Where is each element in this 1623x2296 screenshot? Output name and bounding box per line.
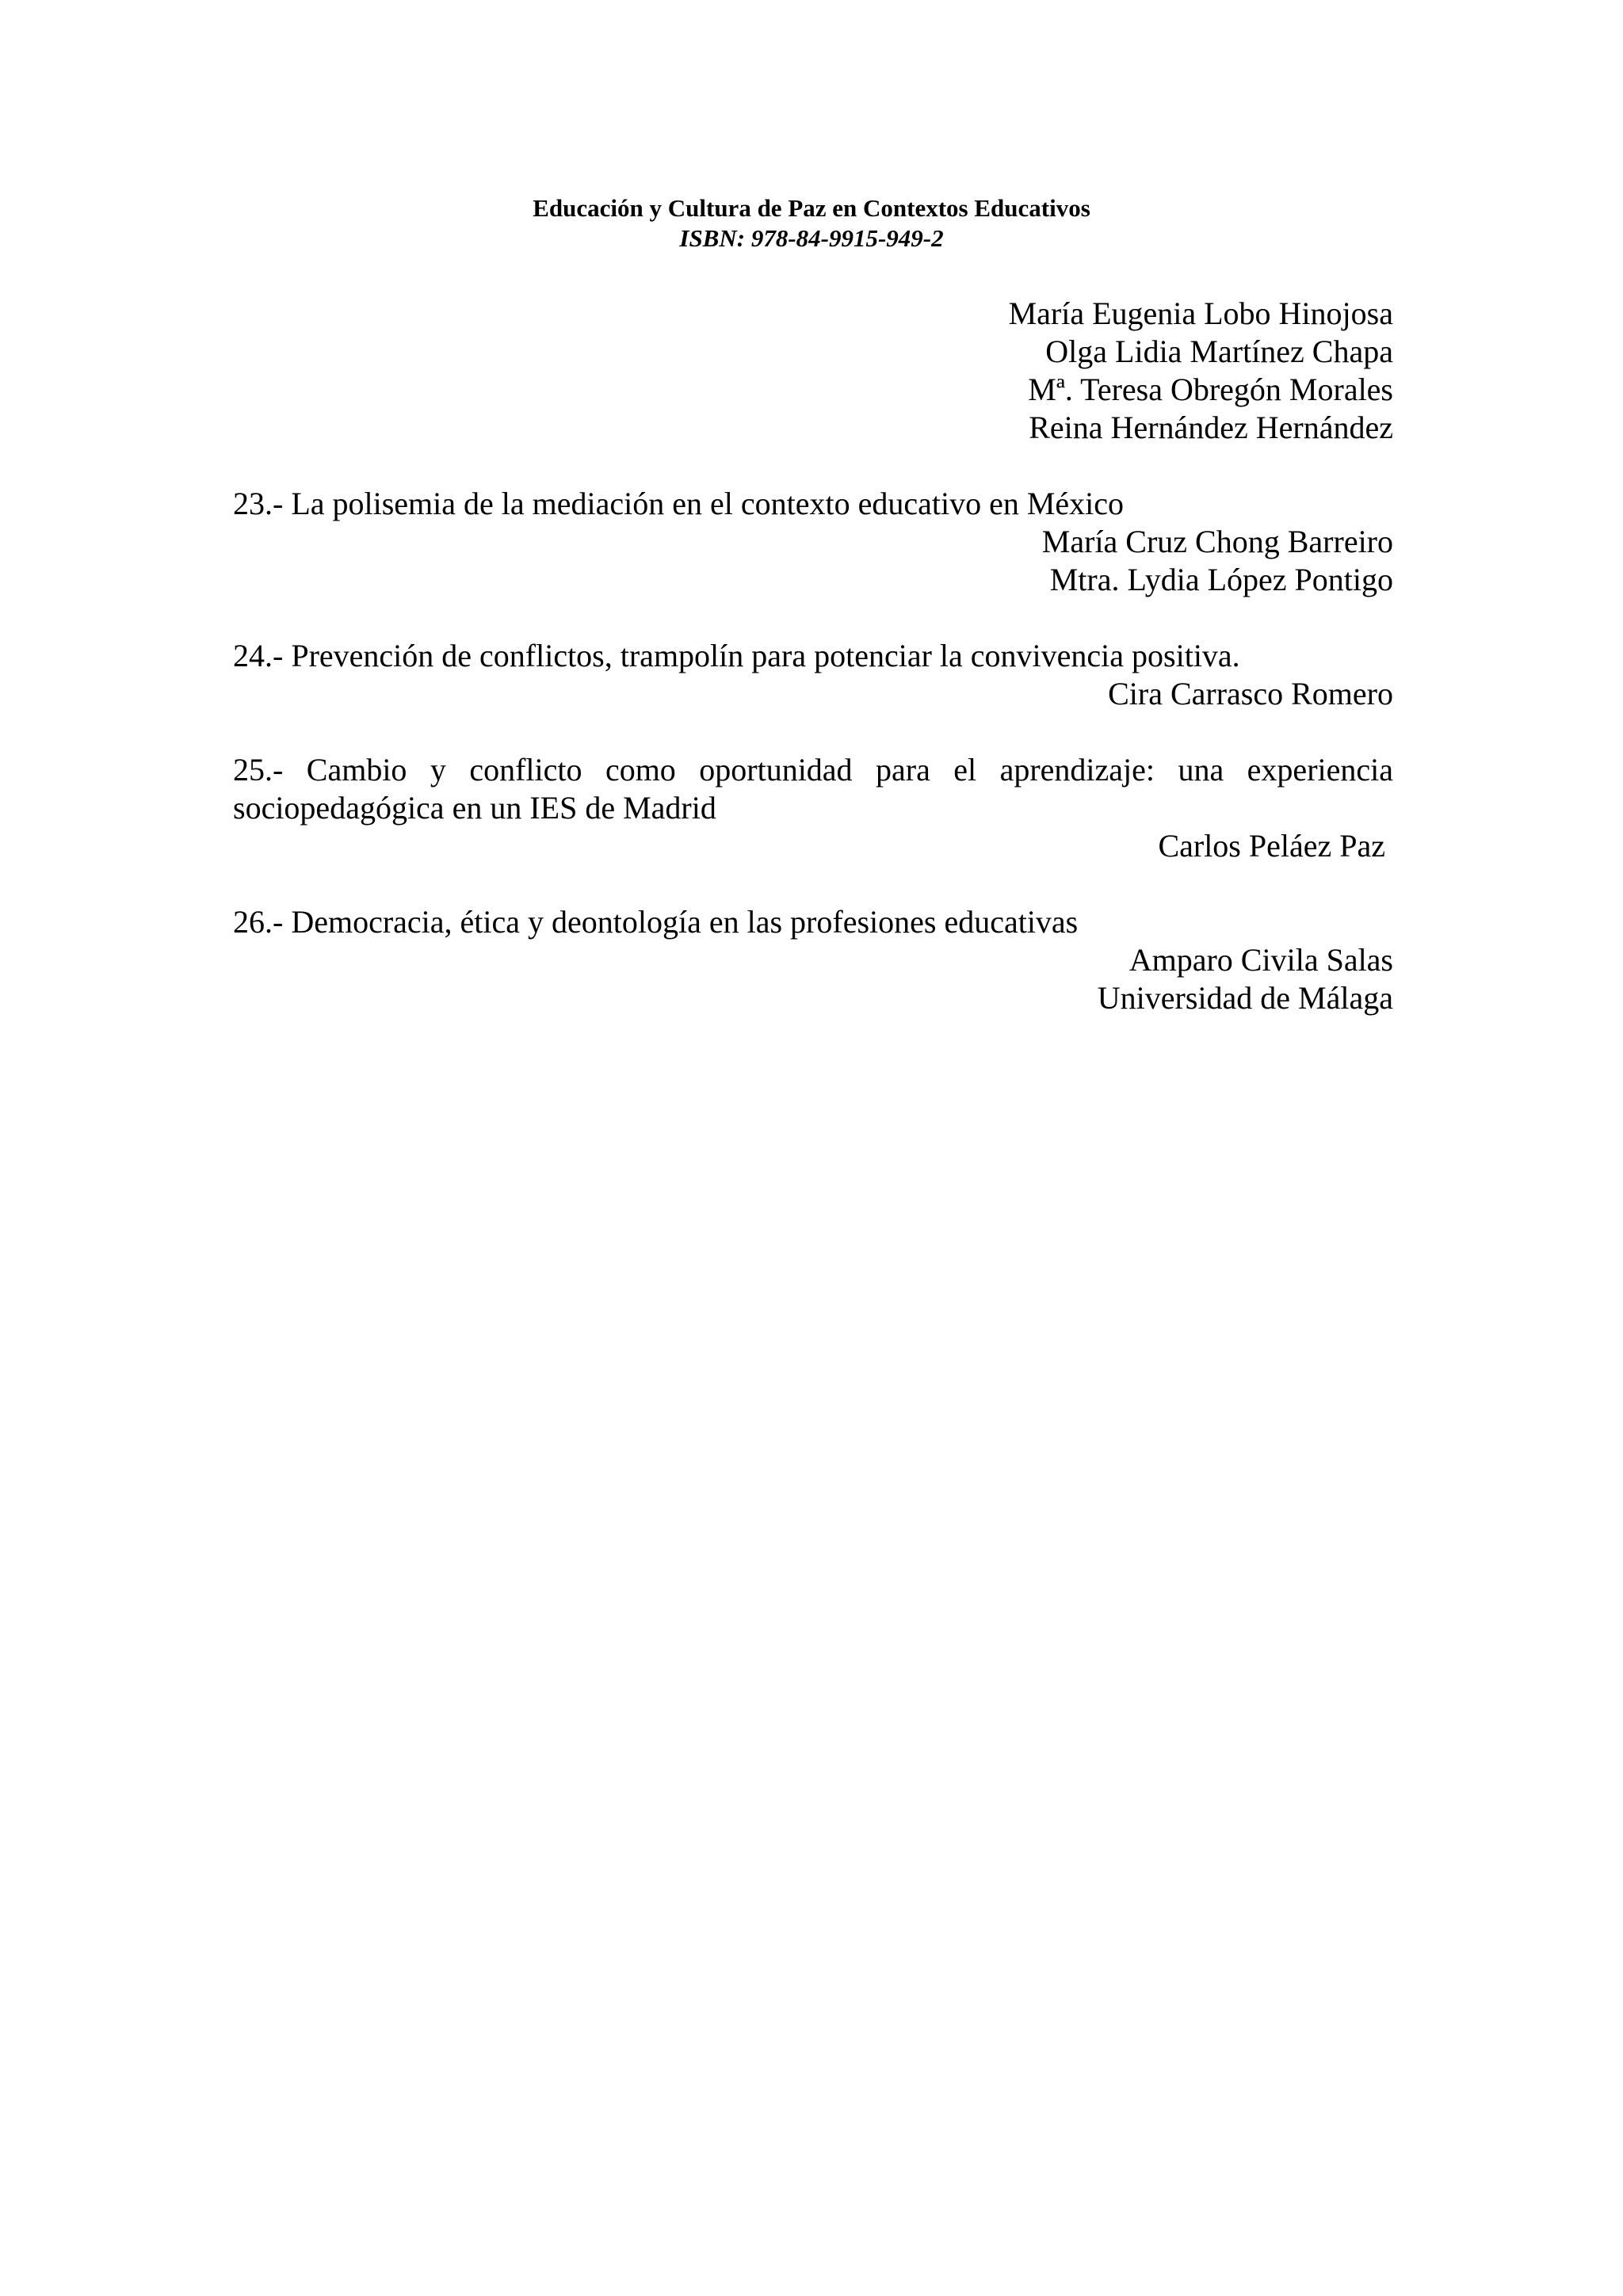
author-line: Mª. Teresa Obregón Morales xyxy=(1028,372,1393,407)
entry-title-line-2: sociopedagógica en un IES de Madrid xyxy=(233,790,716,826)
author-line: Mtra. Lydia López Pontigo xyxy=(1049,562,1393,597)
isbn-line: ISBN: 978-84-9915-949-2 xyxy=(679,224,944,252)
author-line: Carlos Peláez Paz xyxy=(1158,828,1385,864)
toc-entry-23 xyxy=(233,485,1393,599)
author-line: María Cruz Chong Barreiro xyxy=(1041,524,1393,559)
author-line: Cira Carrasco Romero xyxy=(1108,676,1393,711)
author-line: Universidad de Málaga xyxy=(1097,980,1393,1016)
preceding-authors xyxy=(233,295,1393,447)
entry-title xyxy=(233,751,1393,827)
book-title: Educación y Cultura de Paz en Contextos Educativos xyxy=(533,194,1090,222)
entry-authors xyxy=(233,675,1393,713)
table-of-contents xyxy=(233,295,1393,1017)
entry-authors xyxy=(233,827,1393,865)
author-line: María Eugenia Lobo Hinojosa xyxy=(1008,296,1393,331)
entry-title: 23.- La polisemia de la mediación en el contexto educativo en México xyxy=(233,486,1125,521)
toc-entry-26 xyxy=(233,903,1393,1017)
entry-title: 26.- Democracia, ética y deontología en las profesiones educativas xyxy=(233,904,1079,940)
entry-title-line-1: 25.- Cambio y conflicto como oportunidad para el aprendizaje: una experiencia xyxy=(233,752,1393,788)
author-line: Reina Hernández Hernández xyxy=(1029,410,1393,445)
author-line: Amparo Civila Salas xyxy=(1128,942,1393,978)
running-header xyxy=(0,193,1623,254)
author-line: Olga Lidia Martínez Chapa xyxy=(1045,334,1393,369)
toc-entry-24 xyxy=(233,637,1393,713)
entry-authors xyxy=(233,941,1393,1017)
entry-title: 24.- Prevención de conflictos, trampolín para potenciar la convivencia positiva. xyxy=(233,638,1240,673)
toc-entry-25 xyxy=(233,751,1393,865)
entry-authors xyxy=(233,523,1393,599)
